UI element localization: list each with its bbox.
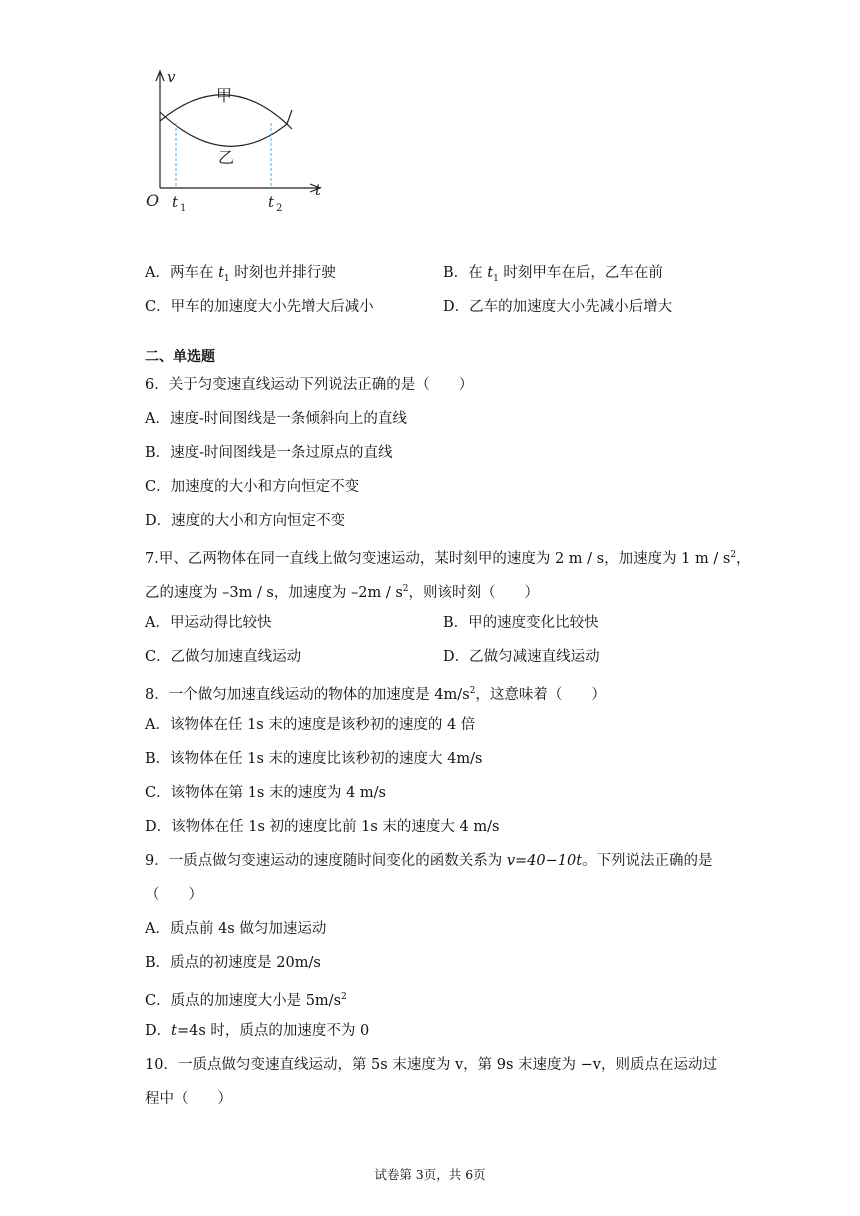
v-axis-label: v xyxy=(167,68,176,86)
q6-stem: 6．关于匀变速直线运动下列说法正确的是（ ） xyxy=(145,377,474,393)
t-axis-label: t xyxy=(315,181,322,199)
q6-option-d: D．速度的大小和方向恒定不变 xyxy=(145,513,346,529)
q7-option-a: A．甲运动得比较快 xyxy=(145,615,272,631)
q7-stem-line1: 7.甲、乙两物体在同一直线上做匀变速运动，某时刻甲的速度为 2 m / s，加速度为 1 m / $s^2$， xyxy=(145,550,751,567)
q8-option-c: C．该物体在第 1s 末的速度为 4 m/s xyxy=(145,785,386,801)
q8-option-a: A．该物体在任 1s 末的速度是该秒初的速度的 4 倍 xyxy=(145,717,476,733)
q7-option-b: B．甲的速度变化比较快 xyxy=(443,615,599,631)
t1-label: t xyxy=(172,193,179,211)
curve-yi-label: 乙 xyxy=(218,148,235,167)
q5-option-a: A．两车在 $t_1$ 时刻也并排行驶 xyxy=(145,265,336,284)
q9-option-b: B．质点的初速度是 20m/s xyxy=(145,955,321,971)
q5-option-d: D．乙车的加速度大小先减小后增大 xyxy=(443,299,673,315)
q6-option-a: A．速度-时间图线是一条倾斜向上的直线 xyxy=(145,411,407,427)
q8-stem: 8．一个做匀加速直线运动的物体的加速度是 $4m/s^2$，这意味着（ ） xyxy=(145,686,606,703)
q9-option-d: D．t=4s 时，质点的加速度不为 0 xyxy=(145,1023,370,1039)
t2-subscript: 2 xyxy=(276,203,283,214)
q8-option-b: B．该物体在任 1s 末的速度比该秒初的速度大 4m/s xyxy=(145,751,483,767)
q6-option-b: B．速度-时间图线是一条过原点的直线 xyxy=(145,445,393,461)
q5-option-c: C．甲车的加速度大小先增大后减小 xyxy=(145,299,374,315)
q5-option-b: B．在 $t_1$ 时刻甲车在后，乙车在前 xyxy=(443,265,663,284)
curve-yi xyxy=(160,110,292,146)
q10-stem-line1: 10．一质点做匀变速直线运动，第 5s 末速度为 v，第 9s 末速度为 −v，则质点在运动过 xyxy=(145,1057,717,1073)
axes xyxy=(156,71,320,192)
t1-subscript: 1 xyxy=(180,203,187,214)
q10-stem-line2: 程中（ ） xyxy=(145,1091,232,1107)
curve-jia-label: 甲 xyxy=(216,86,233,105)
q9-stem-line1: 9．一质点做匀变速运动的速度随时间变化的函数关系为 v=40−10t。下列说法正确的是 xyxy=(145,853,713,869)
page-footer: 试卷第 3页，共 6页 xyxy=(374,1167,486,1182)
q9-option-a: A．质点前 4s 做匀加速运动 xyxy=(145,921,327,937)
velocity-time-graph xyxy=(140,65,340,215)
q7-option-c: C．乙做匀加速直线运动 xyxy=(145,649,302,665)
q8-option-d: D．该物体在任 1s 初的速度比前 1s 末的速度大 4 m/s xyxy=(145,819,500,835)
q9-stem-line2: （ ） xyxy=(145,887,203,903)
q7-stem-line2: 乙的速度为 –3m / s，加速度为 $-2m / s^2$，则该时刻（ ） xyxy=(145,584,539,601)
q9-option-c: C．质点的加速度大小是 $5m/s^2$ xyxy=(145,992,347,1009)
q7-option-d: D．乙做匀减速直线运动 xyxy=(443,649,600,665)
origin-label: O xyxy=(146,191,160,210)
q6-option-c: C．加速度的大小和方向恒定不变 xyxy=(145,479,360,495)
t2-label: t xyxy=(268,193,275,211)
section-heading: 二、单选题 xyxy=(145,349,215,365)
